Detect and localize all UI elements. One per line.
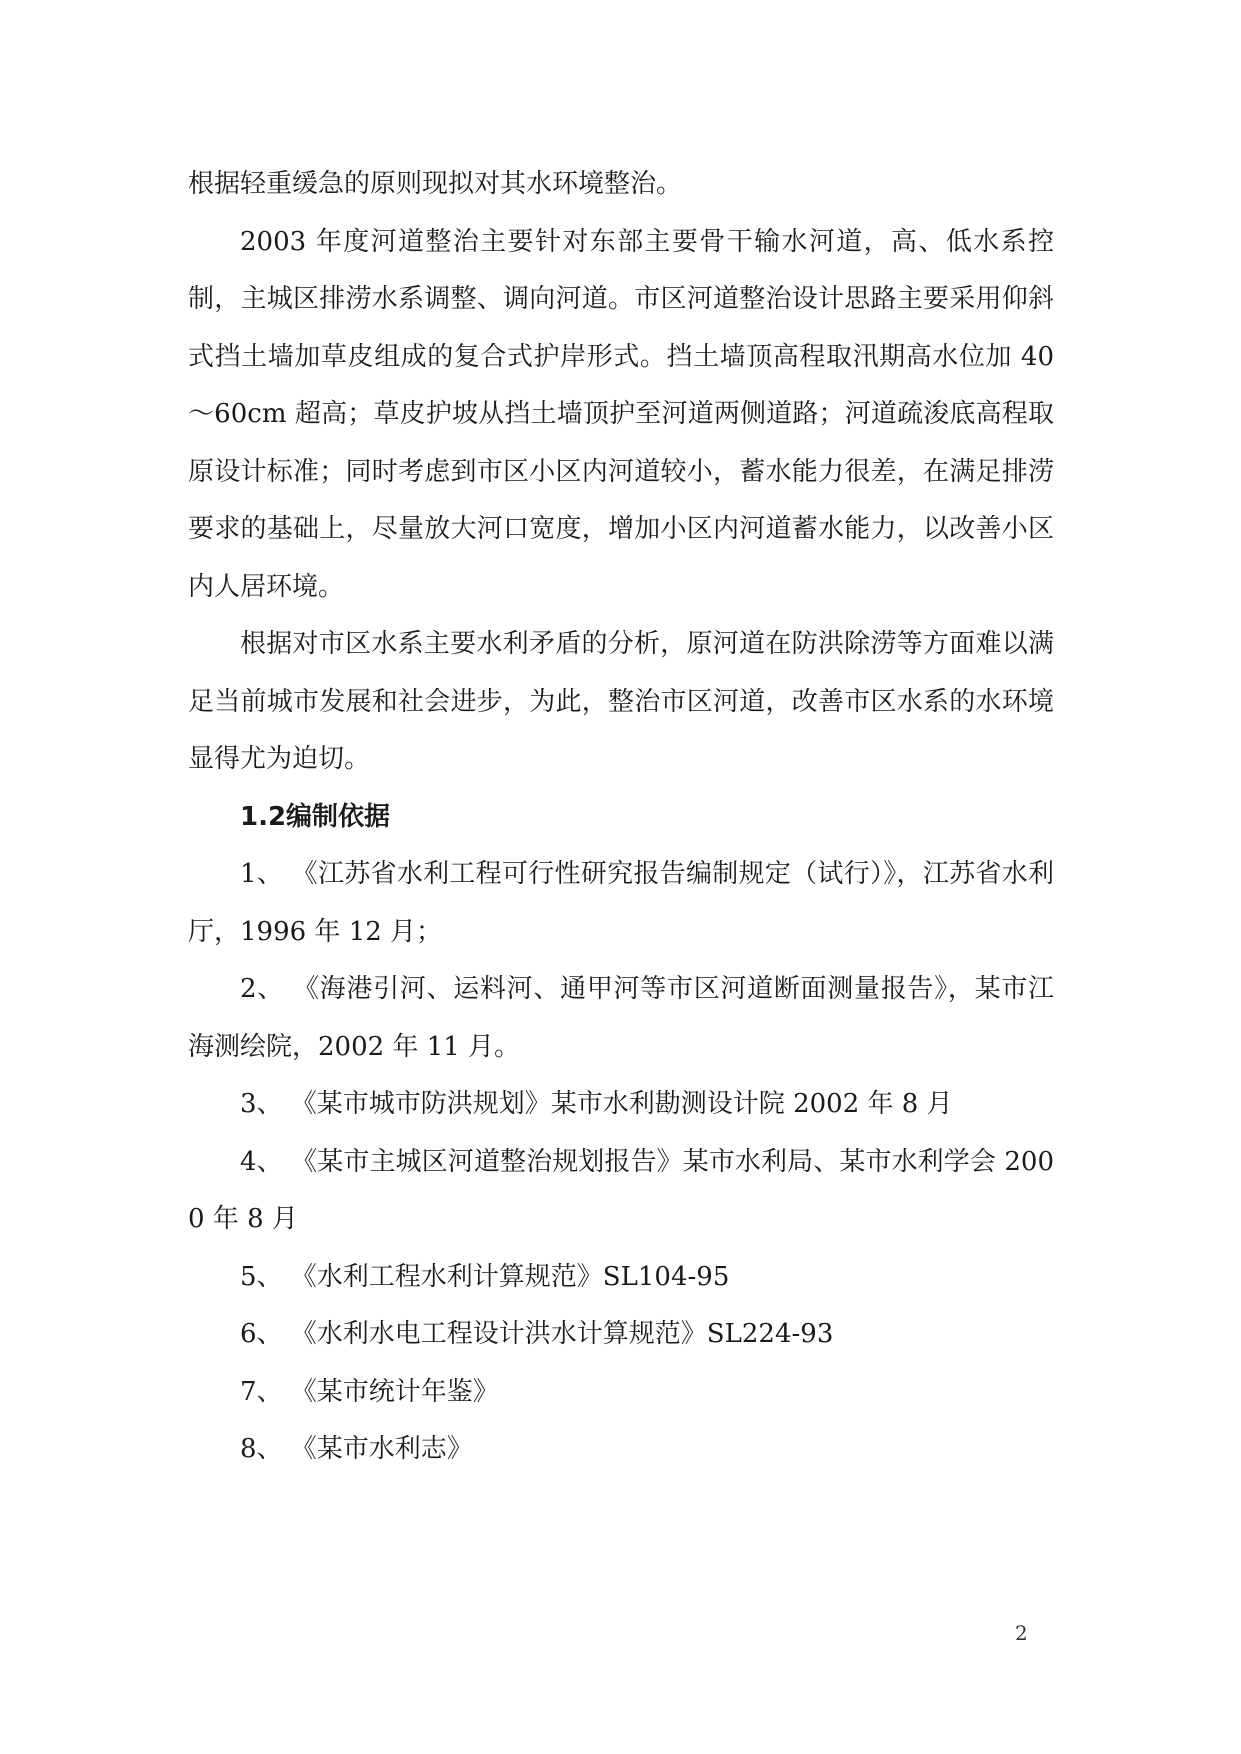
reference-item-2: 2、 《海港引河、运料河、通甲河等市区河道断面测量报告》，某市江海测绘院，2002 年 11 月。 [188,974,1054,1062]
reference-item-3: 3、 《某市城市防洪规划》某市水利勘测设计院 2002 年 8 月 [240,1089,953,1119]
paragraph-analysis: 根据对市区水系主要水利矛盾的分析，原河道在防洪除涝等方面难以满足当前城市发展和社会进步，为此，整治市区河道，改善市区水系的水环境显得尤为迫切。 [188,629,1054,774]
reference-item-6: 6、 《水利水电工程设计洪水计算规范》SL224-93 [240,1319,834,1349]
reference-item-1: 1、 《江苏省水利工程可行性研究报告编制规定（试行）》，江苏省水利厅，1996 年 12 月； [188,859,1054,947]
reference-item-4: 4、 《某市主城区河道整治规划报告》某市水利局、某市水利学会 2000 年 8 月 [188,1146,1054,1234]
paragraph-2003-river-works: 2003 年度河道整治主要针对东部主要骨干输水河道，高、低水系控制，主城区排涝水系调整、调向河道。市区河道整治设计思路主要采用仰斜式挡土墙加草皮组成的复合式护岸形式。挡土墙顶高程取汛期高水位加 40～60cm 超高；草皮护坡从挡土墙顶护至河道两侧道路；河道疏浚底高程取原设计标准；同时考虑到市区小区内河道较小，蓄水能力很差，在满足排涝要求的基础上，尽量放大河口宽度，增加小区内河道蓄水能力，以改善小区内人居环境。 [188,226,1054,602]
reference-item-8: 8、 《某市水利志》 [240,1434,473,1464]
page-body [188,156,1054,1479]
section-heading: 1.2编制依据 [240,801,391,832]
reference-item-5: 5、 《水利工程水利计算规范》SL104-95 [240,1261,730,1292]
page-number: 2 [1015,1621,1028,1645]
reference-item-7: 7、 《某市统计年鉴》 [240,1376,499,1407]
paragraph-continuation: 根据轻重缓急的原则现拟对其水环境整治。 [188,169,683,199]
